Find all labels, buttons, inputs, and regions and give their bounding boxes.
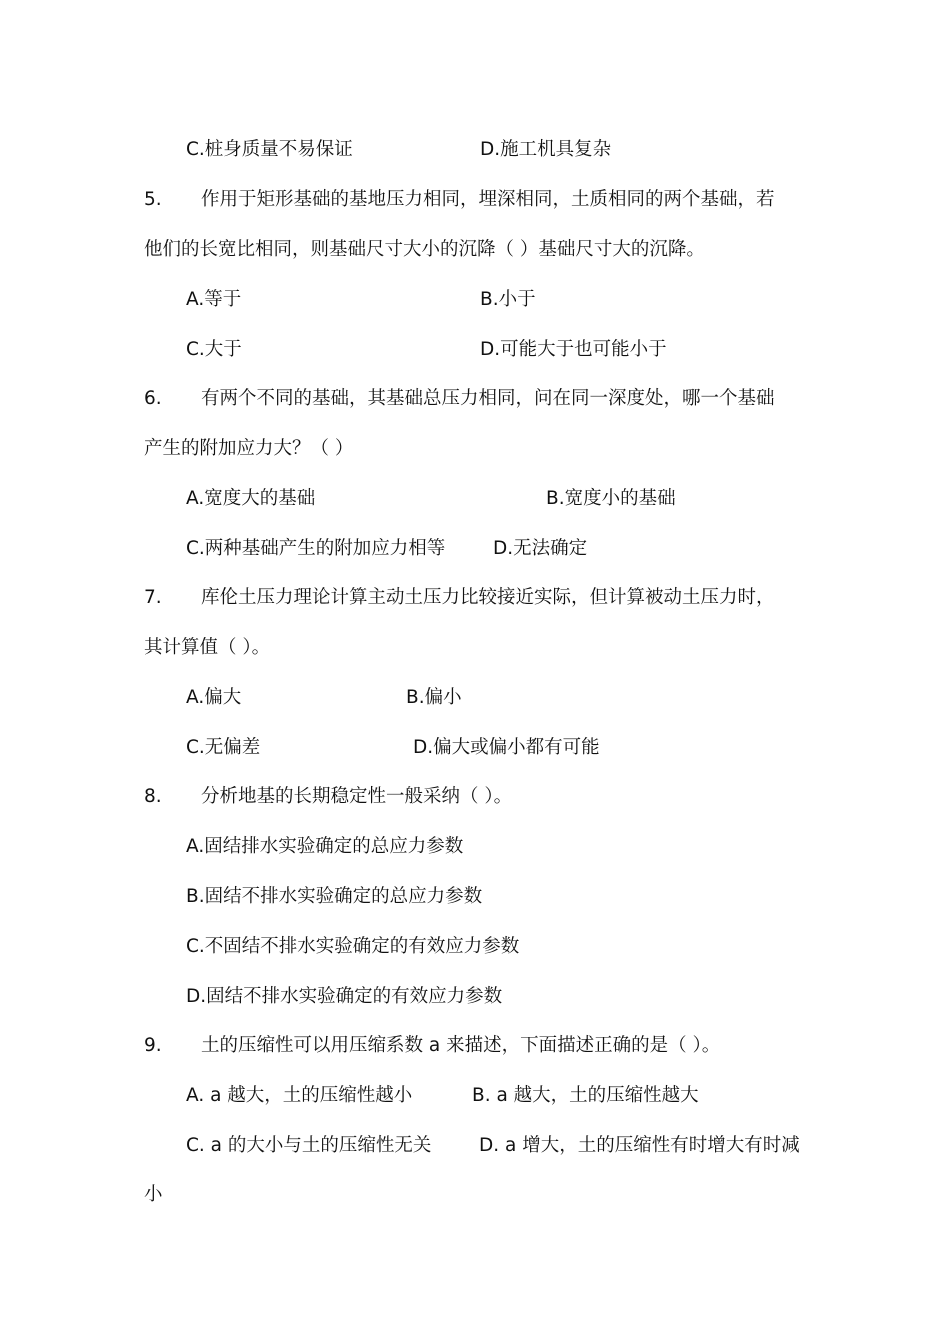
- question-text: 库伦土压力理论计算主动土压力比较接近实际，但计算被动土压力时，: [201, 587, 775, 608]
- question-number: 5.: [144, 189, 162, 210]
- question-text-continued: 产生的附加应力大？（ ）: [144, 438, 354, 459]
- question-number: 9.: [144, 1035, 162, 1056]
- option-d: D.无法确定: [493, 538, 588, 559]
- question-text: 分析地基的长期稳定性一般采纳（ ）。: [201, 786, 513, 807]
- option-a: A.等于: [186, 289, 242, 310]
- question-number: 6.: [144, 388, 162, 409]
- question-number: 8.: [144, 786, 162, 807]
- question-text-continued: 他们的长宽比相同，则基础尺寸大小的沉降（ ）基础尺寸大的沉降。: [144, 239, 705, 260]
- option-b: B. a 越大，土的压缩性越大: [472, 1085, 699, 1106]
- option-d-continued: 小: [144, 1184, 163, 1205]
- option-b: B.偏小: [406, 687, 462, 708]
- question-text: 土的压缩性可以用压缩系数 a 来描述，下面描述正确的是（ ）。: [201, 1035, 721, 1056]
- option-c: C.无偏差: [186, 737, 261, 758]
- option-b: B.固结不排水实验确定的总应力参数: [186, 886, 483, 907]
- question-text: 有两个不同的基础，其基础总压力相同，问在同一深度处，哪一个基础: [201, 388, 775, 409]
- option-a: A.宽度大的基础: [186, 488, 316, 509]
- option-c: C.大于: [186, 339, 242, 360]
- option-b: B.宽度小的基础: [546, 488, 676, 509]
- question-text: 作用于矩形基础的基地压力相同，埋深相同，土质相同的两个基础，若: [201, 189, 775, 210]
- option-c: C.不固结不排水实验确定的有效应力参数: [186, 936, 520, 957]
- option-c: C. a 的大小与土的压缩性无关: [186, 1135, 432, 1156]
- option-d: D. a 增大，土的压缩性有时增大有时减: [479, 1135, 800, 1156]
- option-d: D.施工机具复杂: [480, 139, 612, 160]
- option-d: D.可能大于也可能小于: [480, 339, 667, 360]
- option-c: C.桩身质量不易保证: [186, 139, 353, 160]
- question-number: 7.: [144, 587, 162, 608]
- option-c: C.两种基础产生的附加应力相等: [186, 538, 446, 559]
- option-d: D.固结不排水实验确定的有效应力参数: [186, 986, 503, 1007]
- option-a: A.固结排水实验确定的总应力参数: [186, 836, 464, 857]
- option-a: A.偏大: [186, 687, 242, 708]
- option-d: D.偏大或偏小都有可能: [413, 737, 600, 758]
- option-b: B.小于: [480, 289, 536, 310]
- option-a: A. a 越大，土的压缩性越小: [186, 1085, 413, 1106]
- question-text-continued: 其计算值（ ）。: [144, 637, 271, 658]
